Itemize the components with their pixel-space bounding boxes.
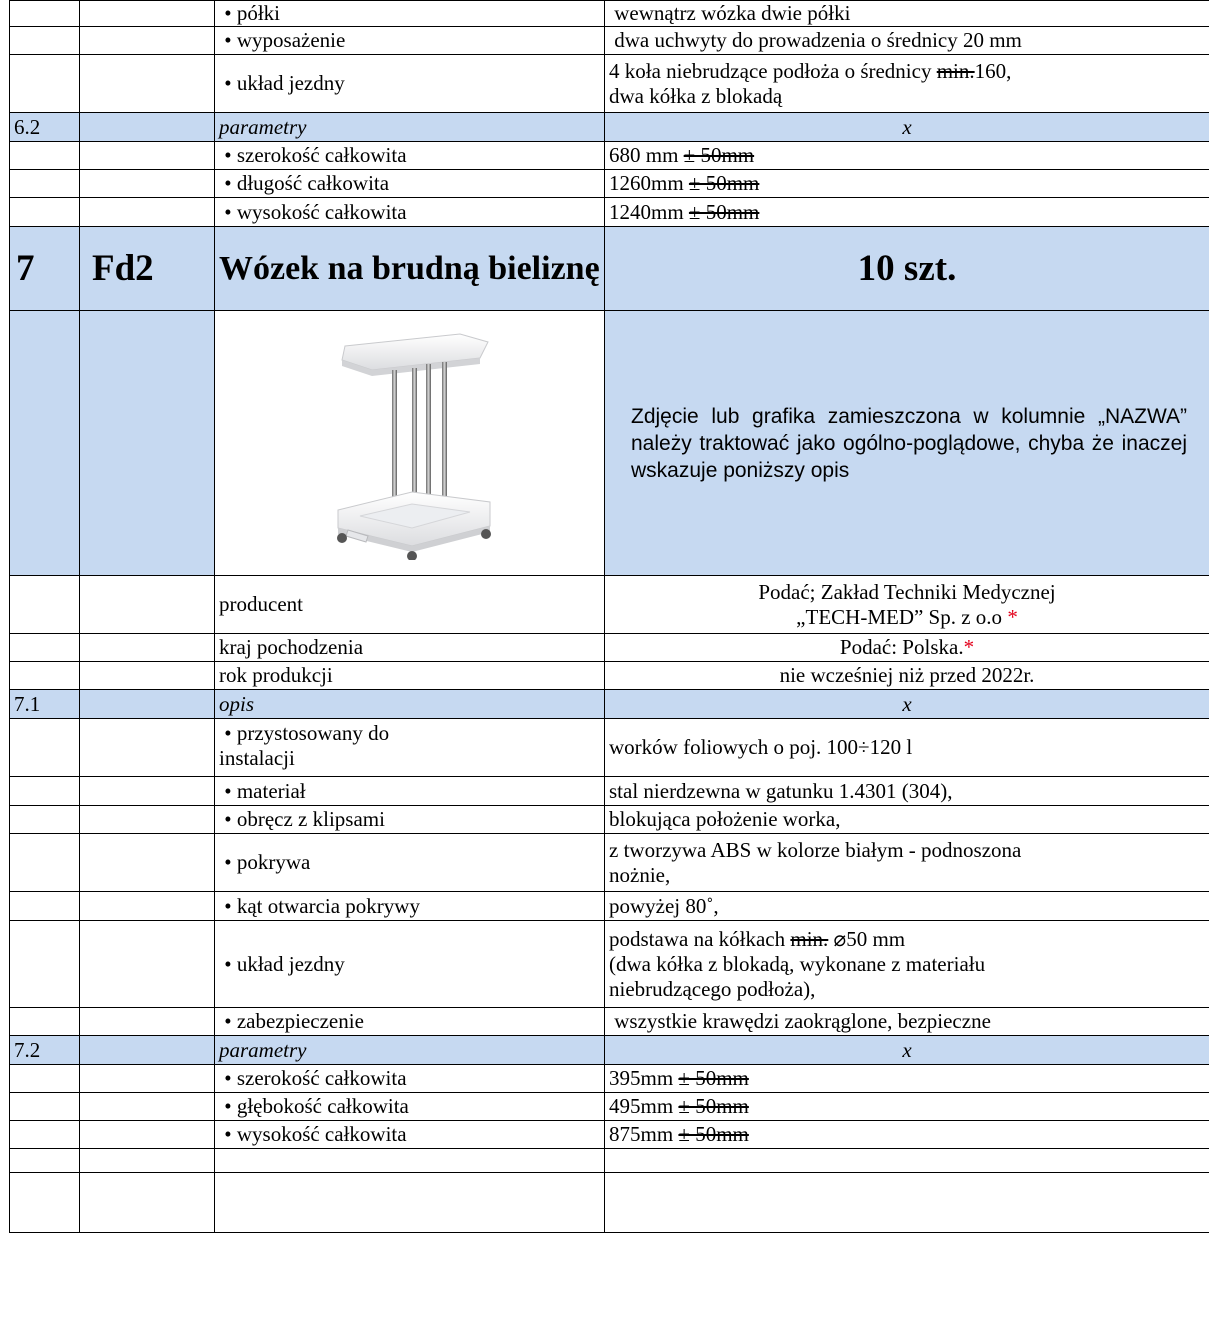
- section-row: [10, 113, 1209, 142]
- item-number: 7: [10, 227, 80, 311]
- spec-value: podstawa na kółkach min. ⌀50 mm (dwa kółka z blokadą, wykonane z materiału niebrudzącego podłoża),: [605, 921, 1209, 1008]
- table-row: [10, 1093, 1209, 1121]
- spec-label: producent: [215, 576, 605, 634]
- spec-label: • szerokość całkowita: [215, 1065, 605, 1093]
- spec-value: stal nierdzewna w gatunku 1.4301 (304),: [605, 777, 1209, 806]
- table-row: [10, 777, 1209, 806]
- spec-label: • przystosowany do instalacji: [215, 719, 605, 777]
- table-row: [10, 634, 1209, 662]
- table-row: [10, 1, 1209, 27]
- spec-label: • pokrywa: [215, 834, 605, 892]
- spec-value: 875mm ± 50mm: [605, 1121, 1209, 1149]
- table-row: [10, 27, 1209, 55]
- spec-label: • głębokość całkowita: [215, 1093, 605, 1121]
- spec-label: • wyposażenie: [215, 27, 605, 55]
- photo-disclaimer: Zdjęcie lub grafika zamieszczona w kolumnie „NAZWA” należy traktować jako ogólno-poglądowe, chyba że inaczej wskazuje poniższy opis: [605, 311, 1209, 576]
- table-row: [10, 806, 1209, 834]
- section-value: x: [605, 113, 1209, 142]
- spec-value: 1240mm ± 50mm: [605, 198, 1209, 227]
- section-number: 6.2: [10, 113, 80, 142]
- spec-value: dwa uchwyty do prowadzenia o średnicy 20 mm: [605, 27, 1209, 55]
- item-name: Wózek na brudną bieliznę: [215, 227, 605, 311]
- required-marker: *: [963, 635, 975, 659]
- spec-value: blokująca położenie worka,: [605, 806, 1209, 834]
- table-row: [10, 1008, 1209, 1036]
- image-row: [10, 311, 1209, 576]
- section-row: [10, 1036, 1209, 1065]
- spec-label: kraj pochodzenia: [215, 634, 605, 662]
- spec-value: wszystkie krawędzi zaokrąglone, bezpieczne: [605, 1008, 1209, 1036]
- spec-value: 680 mm ± 50mm: [605, 142, 1209, 170]
- section-label: opis: [215, 690, 605, 719]
- spec-value: Podać; Zakład Techniki Medycznej „TECH-MED” Sp. z o.o *: [605, 576, 1209, 634]
- spec-value: worków foliowych o poj. 100÷120 l: [605, 719, 1209, 777]
- table-row: [10, 892, 1209, 921]
- spec-label: • wysokość całkowita: [215, 198, 605, 227]
- table-row: [10, 198, 1209, 227]
- spec-label: • materiał: [215, 777, 605, 806]
- spec-label: • szerokość całkowita: [215, 142, 605, 170]
- table-row: [10, 55, 1209, 113]
- spec-label: rok produkcji: [215, 662, 605, 690]
- section-row: [10, 690, 1209, 719]
- table-row: [10, 1121, 1209, 1149]
- spec-label: • układ jezdny: [215, 921, 605, 1008]
- spec-label: • wysokość całkowita: [215, 1121, 605, 1149]
- item-header-row: [10, 227, 1209, 311]
- table-row: [10, 921, 1209, 1008]
- spec-label: • zabezpieczenie: [215, 1008, 605, 1036]
- required-marker: *: [1007, 604, 1018, 629]
- item-code: Fd2: [80, 227, 215, 311]
- table-row: [10, 719, 1209, 777]
- table-row: [10, 576, 1209, 634]
- item-quantity: 10 szt.: [605, 227, 1209, 311]
- spec-value: 4 koła niebrudzące podłoża o średnicy min.160, dwa kółka z blokadą: [605, 55, 1209, 113]
- spec-value: 395mm ± 50mm: [605, 1065, 1209, 1093]
- spec-value: 1260mm ± 50mm: [605, 170, 1209, 198]
- table-row: [10, 142, 1209, 170]
- section-number: 7.2: [10, 1036, 80, 1065]
- spec-label: • długość całkowita: [215, 170, 605, 198]
- product-image: [215, 311, 605, 576]
- section-value: x: [605, 690, 1209, 719]
- spec-label: • obręcz z klipsami: [215, 806, 605, 834]
- spec-value: powyżej 80˚,: [605, 892, 1209, 921]
- table-row: [10, 1173, 1209, 1233]
- specification-table: [9, 0, 1209, 1233]
- spec-label: • półki: [215, 1, 605, 27]
- spec-value: 495mm ± 50mm: [605, 1093, 1209, 1121]
- table-row: [10, 1065, 1209, 1093]
- spec-label: • kąt otwarcia pokrywy: [215, 892, 605, 921]
- spec-value: wewnątrz wózka dwie półki: [605, 1, 1209, 27]
- table-row: [10, 170, 1209, 198]
- spec-value: nie wcześniej niż przed 2022r.: [605, 662, 1209, 690]
- table-row: [10, 834, 1209, 892]
- spec-value: z tworzywa ABS w kolorze białym - podnoszona nożnie,: [605, 834, 1209, 892]
- table-row: [10, 662, 1209, 690]
- section-number: 7.1: [10, 690, 80, 719]
- table-row: [10, 1149, 1209, 1173]
- section-label: parametry: [215, 1036, 605, 1065]
- section-label: parametry: [215, 113, 605, 142]
- laundry-cart-illustration: [320, 320, 500, 560]
- spec-value: Podać: Polska.*: [605, 634, 1209, 662]
- section-value: x: [605, 1036, 1209, 1065]
- spec-label: • układ jezdny: [215, 55, 605, 113]
